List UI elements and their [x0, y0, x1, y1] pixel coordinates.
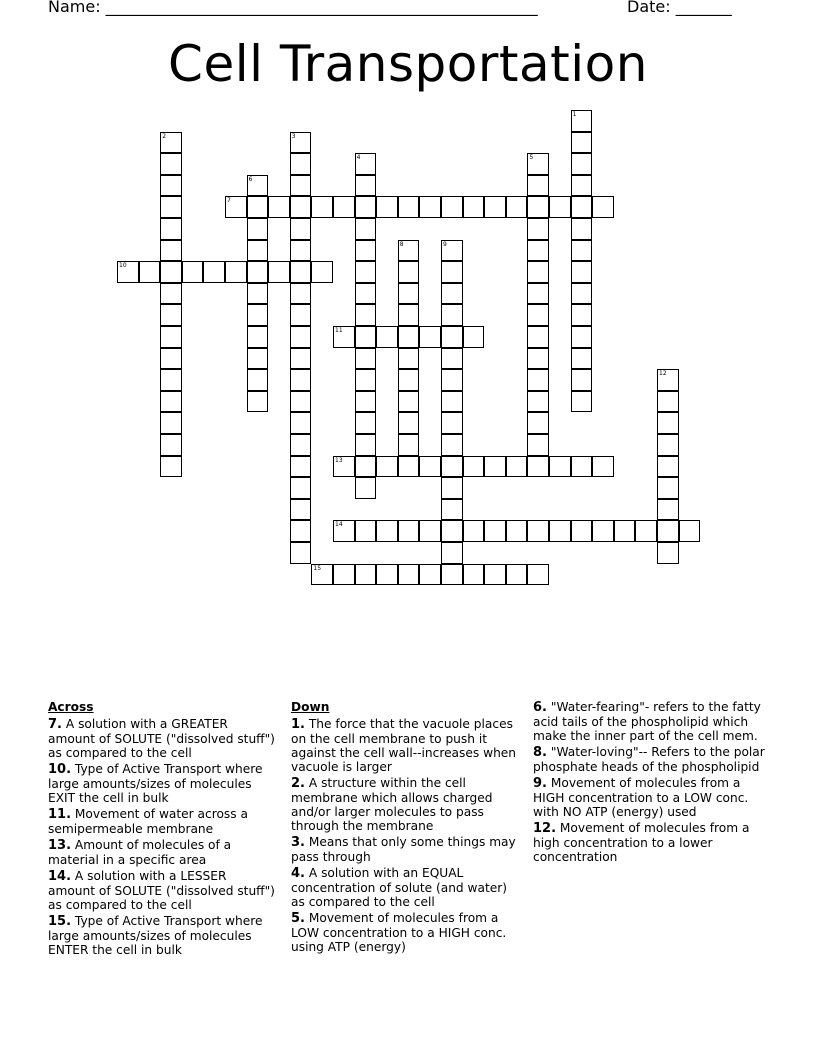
crossword-cell[interactable]: [182, 261, 204, 283]
clue-item: [533, 745, 765, 774]
crossword-cell[interactable]: [527, 348, 549, 370]
crossword-cell[interactable]: [506, 456, 528, 478]
clue-item: [291, 835, 523, 864]
crossword-cell[interactable]: [441, 520, 463, 542]
crossword-cell[interactable]: [441, 240, 463, 262]
crossword-cell[interactable]: [398, 391, 420, 413]
crossword-cell[interactable]: [311, 261, 333, 283]
crossword-cell[interactable]: [333, 564, 355, 586]
clue-text: "Water-fearing"- refers to the fatty acid tails of the phospholipid which make the inner part of the cell mem.: [533, 700, 761, 743]
crossword-cell[interactable]: [571, 261, 593, 283]
crossword-cell[interactable]: [571, 369, 593, 391]
clue-number: 3: [291, 132, 296, 140]
crossword-cell[interactable]: [376, 326, 398, 348]
crossword-cell[interactable]: [571, 132, 593, 154]
clue-number: 2.: [291, 776, 305, 791]
crossword-cell[interactable]: [657, 412, 679, 434]
crossword-cell[interactable]: [549, 456, 571, 478]
crossword-cell[interactable]: [355, 153, 377, 175]
clue-item: [48, 717, 276, 760]
page-title: Cell Transportation: [168, 35, 648, 93]
crossword-cell[interactable]: [160, 369, 182, 391]
clue-text: A solution with a LESSER amount of SOLUTE ("dissolved stuff") as compared to the cell: [48, 869, 275, 912]
clue-number: 7: [227, 197, 231, 205]
clue-item: [533, 821, 765, 864]
crossword-cell[interactable]: [355, 369, 377, 391]
crossword-cell[interactable]: [441, 283, 463, 305]
crossword-cell[interactable]: [247, 369, 269, 391]
crossword-cell[interactable]: [571, 283, 593, 305]
clue-number: 9.: [533, 776, 547, 791]
crossword-cell[interactable]: [160, 391, 182, 413]
clue-text: Movement of molecules from a HIGH concentration to a LOW conc. with NO ATP (energy) used: [533, 776, 749, 819]
crossword-cell[interactable]: [527, 564, 549, 586]
clue-text: Type of Active Transport where large amounts/sizes of molecules ENTER the cell in bulk: [48, 914, 263, 957]
crossword-cell[interactable]: [484, 456, 506, 478]
crossword-cell[interactable]: [463, 520, 485, 542]
crossword-cell[interactable]: [290, 261, 312, 283]
crossword-cell[interactable]: [290, 520, 312, 542]
clue-number: 12: [659, 370, 667, 378]
clue-item: [291, 866, 523, 909]
crossword-cell[interactable]: [571, 456, 593, 478]
clue-item: [533, 700, 765, 743]
crossword-cell[interactable]: [398, 196, 420, 218]
crossword-cell[interactable]: [311, 196, 333, 218]
clue-number: 2: [162, 132, 167, 140]
crossword-cell[interactable]: [290, 369, 312, 391]
clue-text: Means that only some things may pass through: [291, 835, 516, 864]
crossword-cell[interactable]: [657, 499, 679, 521]
crossword-cell[interactable]: [376, 196, 398, 218]
crossword-cell[interactable]: [117, 261, 139, 283]
crossword-cell[interactable]: [527, 153, 549, 175]
crossword-cell[interactable]: [247, 283, 269, 305]
down-heading: Down: [291, 700, 330, 714]
crossword-cell[interactable]: [657, 369, 679, 391]
clue-number: 13.: [48, 838, 72, 853]
clue-text: "Water-loving"-- Refers to the polar phosphate heads of the phospholipid: [533, 745, 765, 774]
down-clues: [291, 700, 523, 956]
crossword-cell[interactable]: [527, 283, 549, 305]
clue-number: 11: [335, 327, 343, 334]
clue-number: 4: [356, 154, 361, 162]
clue-number: 15: [313, 564, 322, 572]
clue-number: 6: [248, 175, 253, 183]
crossword-cell[interactable]: [247, 391, 269, 413]
crossword-cell[interactable]: [527, 412, 549, 434]
clue-text: Type of Active Transport where large amounts/sizes of molecules EXIT the cell in bulk: [48, 762, 263, 805]
crossword-cell[interactable]: [571, 110, 593, 132]
crossword-cell[interactable]: [160, 153, 182, 175]
crossword-cell[interactable]: [247, 348, 269, 370]
crossword-cell[interactable]: [441, 304, 463, 326]
clue-item: [48, 914, 276, 957]
crossword-cell[interactable]: [571, 304, 593, 326]
crossword-cell[interactable]: [160, 412, 182, 434]
crossword-cell[interactable]: [333, 520, 355, 542]
crossword-cell[interactable]: [247, 196, 269, 218]
clue-number: 4.: [291, 866, 305, 881]
clue-number: 3.: [291, 835, 305, 850]
crossword-cell[interactable]: [527, 434, 549, 456]
crossword-cell[interactable]: [571, 348, 593, 370]
crossword-cell[interactable]: [398, 412, 420, 434]
clue-number: 5: [529, 154, 534, 162]
crossword-cell[interactable]: [139, 261, 161, 283]
crossword-cell[interactable]: [484, 520, 506, 542]
crossword-cell[interactable]: [311, 564, 333, 586]
crossword-cell[interactable]: [527, 304, 549, 326]
crossword-cell[interactable]: [441, 456, 463, 478]
clue-number: 6.: [533, 700, 547, 715]
crossword-cell[interactable]: [441, 412, 463, 434]
crossword-cell[interactable]: [506, 196, 528, 218]
crossword-cell[interactable]: [160, 348, 182, 370]
clue-number: 1.: [291, 717, 305, 732]
crossword-cell[interactable]: [571, 391, 593, 413]
name-field[interactable]: Name: ______________________________________________________: [48, 0, 538, 16]
crossword-cell[interactable]: [592, 520, 614, 542]
crossword-cell[interactable]: [571, 326, 593, 348]
clue-item: [48, 838, 276, 867]
crossword-cell[interactable]: [398, 304, 420, 326]
crossword-cell[interactable]: [419, 520, 441, 542]
crossword-cell[interactable]: [160, 456, 182, 478]
crossword-cell[interactable]: [592, 456, 614, 478]
crossword-cell[interactable]: [527, 456, 549, 478]
crossword-cell[interactable]: [355, 456, 377, 478]
clue-number: 8.: [533, 745, 547, 760]
crossword-cell[interactable]: [657, 520, 679, 542]
crossword-cell[interactable]: [290, 477, 312, 499]
crossword-cell[interactable]: [247, 326, 269, 348]
clue-number: 10: [119, 262, 127, 270]
clue-text: Movement of water across a semipermeable membrane: [48, 807, 248, 836]
crossword-cell[interactable]: [398, 261, 420, 283]
crossword-cell[interactable]: [571, 218, 593, 240]
clue-text: A solution with an EQUAL concentration of solute (and water) as compared to the cell: [291, 866, 508, 909]
clue-text: A solution with a GREATER amount of SOLUTE ("dissolved stuff") as compared to the cell: [48, 717, 275, 760]
crossword-cell[interactable]: [160, 304, 182, 326]
crossword-cell[interactable]: [441, 261, 463, 283]
crossword-cell[interactable]: [398, 240, 420, 262]
crossword-cell[interactable]: [441, 348, 463, 370]
crossword-cell[interactable]: [398, 434, 420, 456]
crossword-cell[interactable]: [290, 218, 312, 240]
crossword-cell[interactable]: [506, 564, 528, 586]
crossword-cell[interactable]: [355, 326, 377, 348]
crossword-cell[interactable]: [290, 304, 312, 326]
crossword-cell[interactable]: [441, 369, 463, 391]
crossword-cell[interactable]: [657, 542, 679, 564]
clue-number: 14.: [48, 869, 72, 884]
crossword-cell[interactable]: [376, 456, 398, 478]
crossword-cell[interactable]: [527, 391, 549, 413]
crossword-cell[interactable]: [160, 175, 182, 197]
crossword-cell[interactable]: [376, 520, 398, 542]
crossword-cell[interactable]: [419, 326, 441, 348]
clue-item: [291, 717, 523, 774]
crossword-cell[interactable]: [657, 391, 679, 413]
clue-text: A structure within the cell membrane which allows charged and/or larger molecules to pass through the membrane: [291, 776, 493, 833]
crossword-cell[interactable]: [355, 304, 377, 326]
crossword-cell[interactable]: [355, 218, 377, 240]
clue-item: [533, 776, 765, 819]
crossword-cell[interactable]: [398, 283, 420, 305]
crossword-cell[interactable]: [463, 564, 485, 586]
crossword-cell[interactable]: [290, 240, 312, 262]
crossword-cell[interactable]: [398, 369, 420, 391]
crossword-cell[interactable]: [657, 477, 679, 499]
crossword-cell[interactable]: [527, 261, 549, 283]
clue-number: 15.: [48, 914, 72, 929]
crossword-cell[interactable]: [441, 391, 463, 413]
crossword-cell[interactable]: [247, 261, 269, 283]
crossword-cell[interactable]: [355, 434, 377, 456]
crossword-cell[interactable]: [355, 175, 377, 197]
crossword-cell[interactable]: [333, 196, 355, 218]
clue-number: 13: [335, 456, 343, 464]
crossword-cell[interactable]: [571, 175, 593, 197]
crossword-cell[interactable]: [290, 283, 312, 305]
crossword-cell[interactable]: [441, 499, 463, 521]
crossword-cell[interactable]: [355, 196, 377, 218]
crossword-cell[interactable]: [571, 240, 593, 262]
crossword-cell[interactable]: [463, 196, 485, 218]
crossword-cell[interactable]: [290, 196, 312, 218]
crossword-cell[interactable]: [290, 326, 312, 348]
crossword-cell[interactable]: [527, 520, 549, 542]
crossword-cell[interactable]: [441, 564, 463, 586]
crossword-cell[interactable]: [203, 261, 225, 283]
crossword-cell[interactable]: [290, 391, 312, 413]
crossword-cell[interactable]: [355, 261, 377, 283]
crossword-cell[interactable]: [549, 520, 571, 542]
clue-number: 9: [443, 240, 447, 248]
crossword-cell[interactable]: [571, 520, 593, 542]
crossword-cell[interactable]: [571, 153, 593, 175]
crossword-cell[interactable]: [527, 218, 549, 240]
crossword-cell[interactable]: [419, 196, 441, 218]
crossword-cell[interactable]: [527, 369, 549, 391]
date-field[interactable]: Date: _______: [627, 0, 732, 16]
crossword-cell[interactable]: [160, 434, 182, 456]
crossword-cell[interactable]: [549, 196, 571, 218]
crossword-cell[interactable]: [247, 218, 269, 240]
clue-text: Movement of molecules from a LOW concentration to a HIGH conc. using ATP (energy): [291, 911, 507, 954]
crossword-cell[interactable]: [247, 240, 269, 262]
clue-item: [291, 776, 523, 833]
clue-number: 12.: [533, 821, 557, 836]
crossword-cell[interactable]: [398, 348, 420, 370]
crossword-cell[interactable]: [614, 520, 636, 542]
crossword-cell[interactable]: [527, 326, 549, 348]
across-heading: Across: [48, 700, 94, 714]
crossword-cell[interactable]: [355, 283, 377, 305]
crossword-cell[interactable]: [441, 196, 463, 218]
crossword-cell[interactable]: [225, 196, 247, 218]
crossword-cell[interactable]: [355, 391, 377, 413]
crossword-cell[interactable]: [247, 304, 269, 326]
crossword-cell[interactable]: [398, 520, 420, 542]
crossword-cell[interactable]: [160, 261, 182, 283]
crossword-cell[interactable]: [484, 564, 506, 586]
crossword-cell[interactable]: [355, 240, 377, 262]
clue-number: 8: [399, 240, 404, 248]
crossword-cell[interactable]: [355, 520, 377, 542]
crossword-cell[interactable]: [398, 326, 420, 348]
crossword-cell[interactable]: [441, 477, 463, 499]
crossword-cell[interactable]: [484, 196, 506, 218]
clue-number: 14: [335, 521, 343, 529]
crossword-cell[interactable]: [441, 542, 463, 564]
crossword-cell[interactable]: [160, 132, 182, 154]
crossword-cell[interactable]: [527, 175, 549, 197]
crossword-cell[interactable]: [635, 520, 657, 542]
crossword-cell[interactable]: [290, 434, 312, 456]
crossword-cell[interactable]: [268, 261, 290, 283]
crossword-cell[interactable]: [419, 456, 441, 478]
clue-number: 11.: [48, 807, 72, 822]
crossword-cell[interactable]: [333, 326, 355, 348]
clue-number: 5.: [291, 911, 305, 926]
across-clues: [48, 700, 276, 959]
crossword-cell[interactable]: [376, 564, 398, 586]
crossword-cell[interactable]: [290, 348, 312, 370]
crossword-cell[interactable]: [398, 564, 420, 586]
clue-number: 7.: [48, 717, 62, 732]
crossword-cell[interactable]: [290, 153, 312, 175]
crossword-cell[interactable]: [290, 175, 312, 197]
crossword-cell[interactable]: [527, 196, 549, 218]
crossword-cell[interactable]: [441, 434, 463, 456]
crossword-cell[interactable]: [398, 456, 420, 478]
down-clues-continued: [533, 700, 765, 866]
crossword-cell[interactable]: [160, 196, 182, 218]
crossword-cell[interactable]: [225, 261, 247, 283]
crossword-cell[interactable]: [679, 520, 701, 542]
clue-text: The force that the vacuole places on the cell membrane to push it against the cell wall--increases when vacuole is larger: [291, 717, 517, 774]
crossword-cell[interactable]: [355, 348, 377, 370]
clue-item: [48, 762, 276, 805]
crossword-cell[interactable]: [290, 132, 312, 154]
clue-item: [48, 807, 276, 836]
crossword-cell[interactable]: [333, 456, 355, 478]
crossword-cell[interactable]: [290, 542, 312, 564]
crossword-cell[interactable]: [290, 499, 312, 521]
crossword-cell[interactable]: [290, 456, 312, 478]
crossword-cell[interactable]: [571, 196, 593, 218]
crossword-cell[interactable]: [268, 196, 290, 218]
crossword-cell[interactable]: [355, 477, 377, 499]
crossword-cell[interactable]: [355, 564, 377, 586]
clue-number: 1: [572, 111, 577, 118]
crossword-cell[interactable]: [355, 412, 377, 434]
crossword-cell[interactable]: [290, 412, 312, 434]
clue-item: [291, 911, 523, 954]
clue-text: Amount of molecules of a material in a specific area: [48, 838, 232, 867]
crossword-cell[interactable]: [657, 456, 679, 478]
crossword-cell[interactable]: [527, 240, 549, 262]
crossword-cell[interactable]: [506, 520, 528, 542]
crossword-cell[interactable]: [247, 175, 269, 197]
crossword-cell[interactable]: [160, 240, 182, 262]
crossword-cell[interactable]: [657, 434, 679, 456]
crossword-cell[interactable]: [463, 456, 485, 478]
crossword-cell[interactable]: [160, 218, 182, 240]
clue-item: [48, 869, 276, 912]
clue-number: 10.: [48, 762, 72, 777]
crossword-cell[interactable]: [160, 283, 182, 305]
crossword-cell[interactable]: [419, 564, 441, 586]
crossword-cell[interactable]: [592, 196, 614, 218]
crossword-cell[interactable]: [160, 326, 182, 348]
crossword-cell[interactable]: [441, 326, 463, 348]
clue-text: Movement of molecules from a high concentration to a lower concentration: [533, 821, 750, 864]
crossword-cell[interactable]: [463, 326, 485, 348]
